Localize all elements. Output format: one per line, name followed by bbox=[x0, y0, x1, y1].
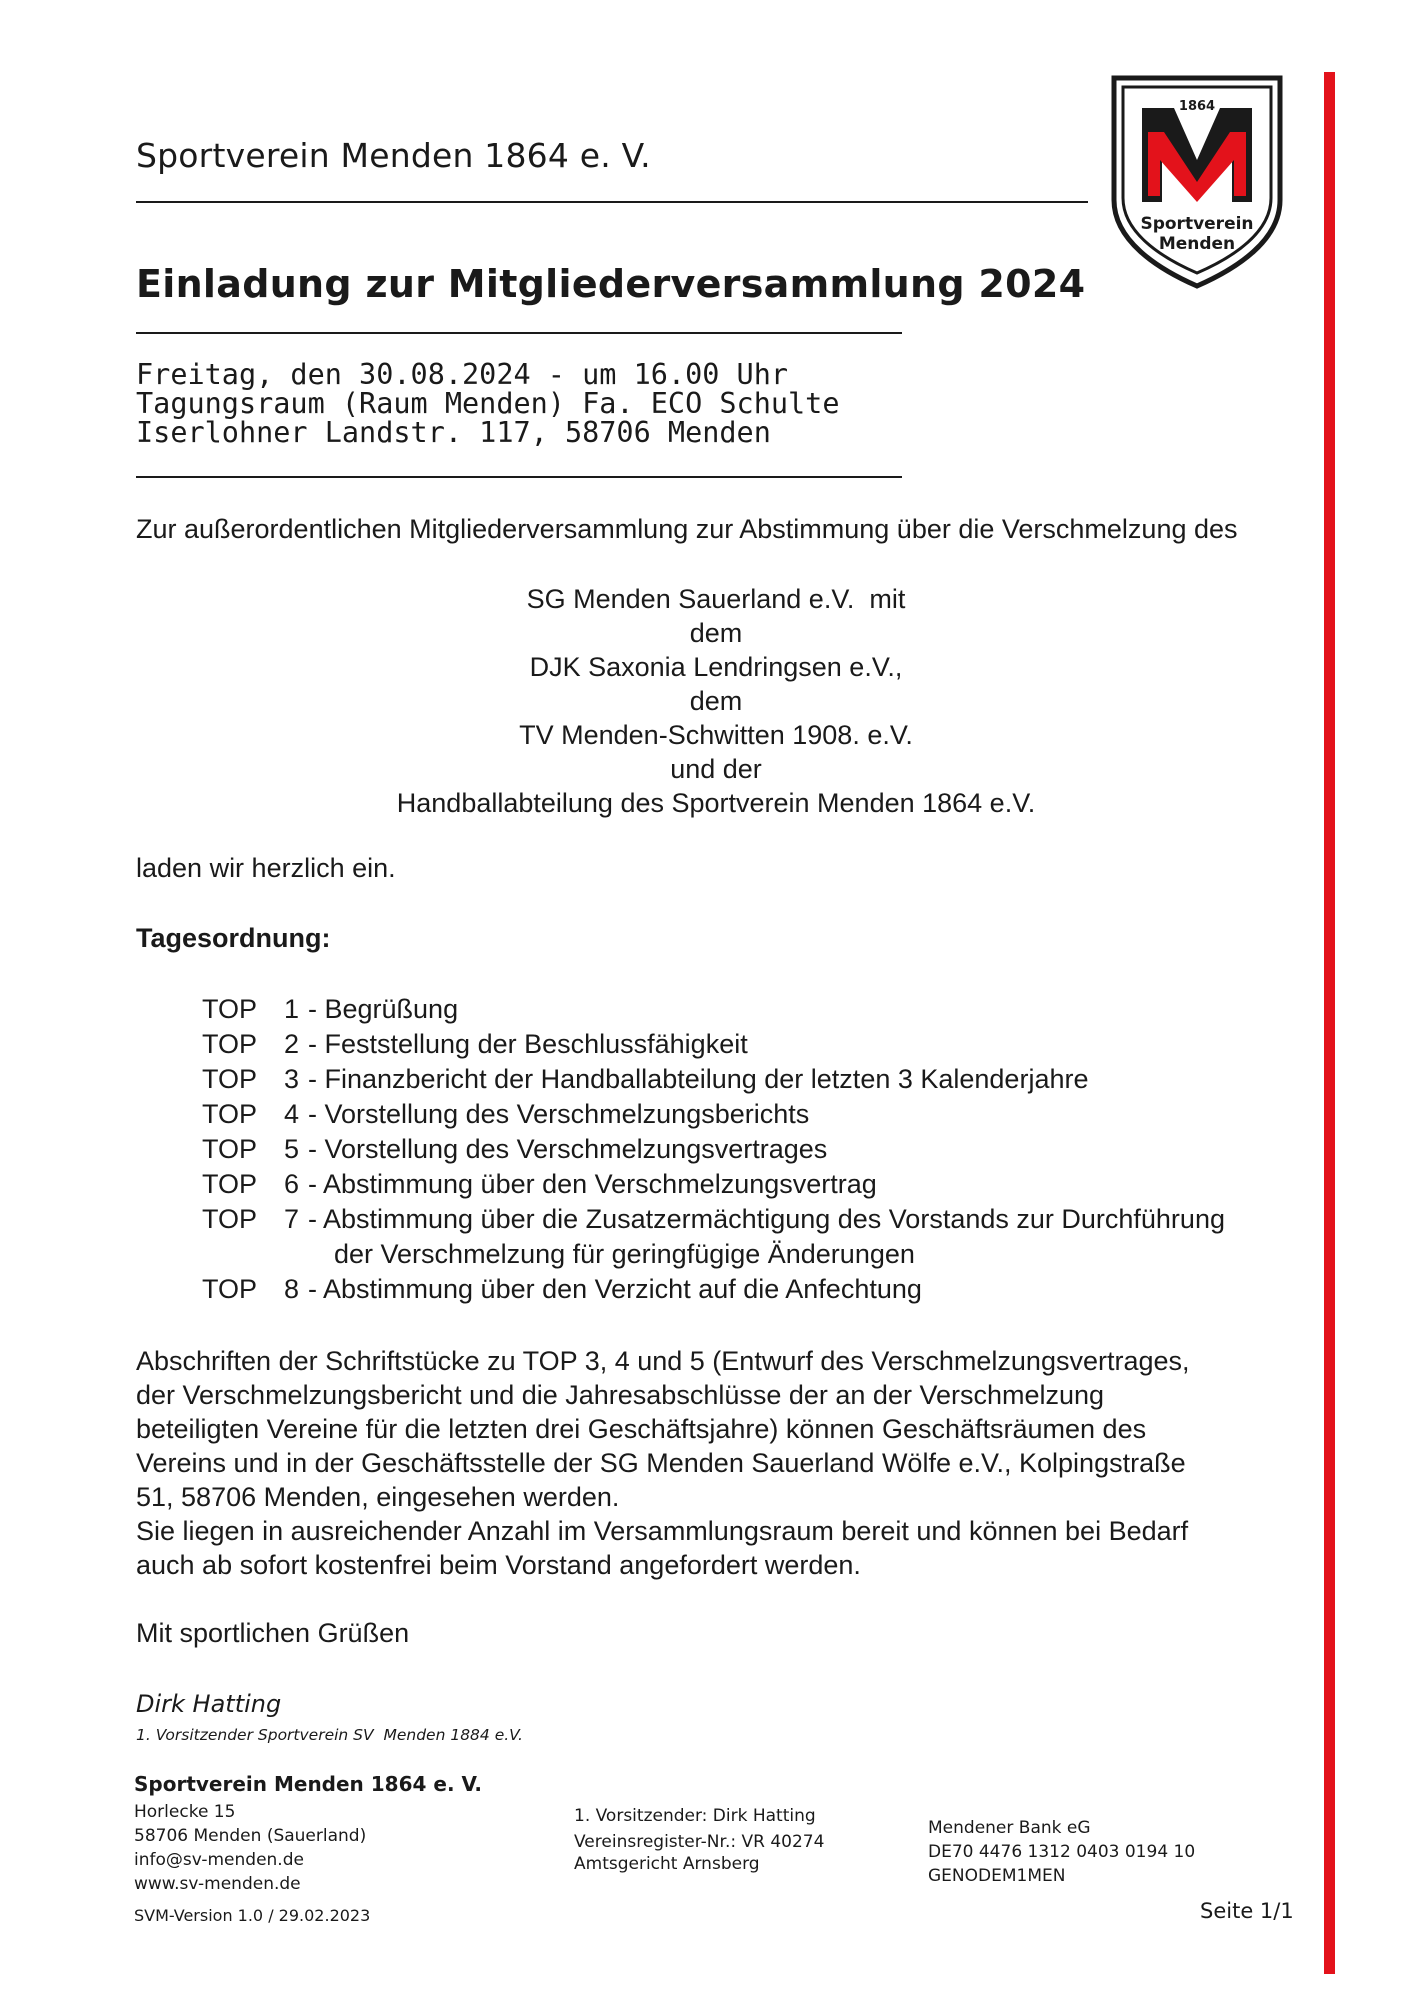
footer-bank bbox=[928, 1816, 1195, 1888]
agenda-item-continuation: der Verschmelzung für geringfügige Änderungen bbox=[334, 1239, 915, 1269]
party-line: SG Menden Sauerland e.V. mit bbox=[526, 584, 906, 614]
agenda-item: TOP 5 - Vorstellung des Verschmelzungsvertrages bbox=[202, 1134, 828, 1164]
footer-email[interactable]: info@sv-menden.de bbox=[134, 1850, 304, 1870]
signer-name: Dirk Hatting bbox=[136, 1690, 282, 1718]
agenda-item: TOP 2 - Feststellung der Beschlussfähigkeit bbox=[202, 1029, 748, 1059]
agenda-item: TOP 3 - Finanzbericht der Handballabteilung der letzten 3 Kalenderjahre bbox=[202, 1064, 1089, 1094]
footer-version: SVM-Version 1.0 / 29.02.2023 bbox=[134, 1906, 371, 1925]
agenda-item: TOP 6 - Abstimmung über den Verschmelzungsvertrag bbox=[202, 1169, 877, 1199]
logo-year: 1864 bbox=[1178, 99, 1216, 114]
footer-bank-name: Mendener Bank eG bbox=[928, 1818, 1091, 1838]
footer-register-number: Vereinsregister-Nr.: VR 40274 bbox=[574, 1832, 825, 1852]
document-title: Einladung zur Mitgliederversammlung 2024 bbox=[136, 262, 1086, 306]
party-line: und der bbox=[670, 754, 762, 784]
footer-org-name: Sportverein Menden 1864 e. V. bbox=[134, 1772, 483, 1796]
agenda-heading: Tagesordnung: bbox=[136, 923, 331, 953]
logo-text-line2: Menden bbox=[1158, 234, 1236, 254]
footer-chair: 1. Vorsitzender: Dirk Hatting bbox=[574, 1806, 816, 1826]
divider bbox=[136, 332, 902, 334]
party-line: dem bbox=[689, 686, 743, 716]
event-date-time: Freitag, den 30.08.2024 - um 16.00 Uhr bbox=[136, 358, 789, 391]
agenda-list bbox=[202, 992, 1225, 1307]
agenda-item: TOP 8 - Abstimmung über den Verzicht auf die Anfechtung bbox=[202, 1274, 922, 1304]
agenda-item: TOP 1 - Begrüßung bbox=[202, 994, 459, 1024]
footer-bic: GENODEM1MEN bbox=[928, 1866, 1066, 1886]
party-line: dem bbox=[689, 618, 743, 648]
footer-city: 58706 Menden (Sauerland) bbox=[134, 1826, 367, 1846]
footer-court: Amtsgericht Arnsberg bbox=[574, 1854, 760, 1874]
party-line: TV Menden-Schwitten 1908. e.V. bbox=[519, 720, 913, 750]
intro-paragraph: Zur außerordentlichen Mitgliederversammlung zur Abstimmung über die Verschmelzung des bbox=[136, 514, 1238, 544]
divider bbox=[136, 201, 1088, 203]
divider bbox=[136, 476, 902, 478]
merger-parties bbox=[186, 582, 1246, 820]
footer-iban: DE70 4476 1312 0403 0194 10 bbox=[928, 1842, 1196, 1862]
org-name-heading: Sportverein Menden 1864 e. V. bbox=[136, 136, 651, 175]
event-details bbox=[136, 360, 840, 447]
red-side-bar bbox=[1324, 72, 1335, 1974]
signer-role: 1. Vorsitzender Sportverein SV Menden 1884 e.V. bbox=[136, 1726, 523, 1744]
footer-address bbox=[134, 1800, 366, 1896]
footer-street: Horlecke 15 bbox=[134, 1802, 236, 1822]
agenda-item: TOP 4 - Vorstellung des Verschmelzungsberichts bbox=[202, 1099, 810, 1129]
footer-website[interactable]: www.sv-menden.de bbox=[134, 1874, 301, 1894]
invitation-line: laden wir herzlich ein. bbox=[136, 853, 396, 883]
closing-greeting: Mit sportlichen Grüßen bbox=[136, 1618, 410, 1648]
footer-registry bbox=[574, 1803, 824, 1877]
logo-text-line1: Sportverein bbox=[1140, 214, 1254, 234]
party-line: DJK Saxonia Lendringsen e.V., bbox=[529, 652, 903, 682]
page-number: Seite 1/1 bbox=[1200, 1899, 1294, 1923]
agenda-item: TOP 7 - Abstimmung über die Zusatzermächtigung des Vorstands zur Durchführung bbox=[202, 1204, 1225, 1234]
event-location: Tagungsraum (Raum Menden) Fa. ECO Schulte bbox=[136, 387, 840, 420]
event-address: Iserlohner Landstr. 117, 58706 Menden bbox=[136, 416, 771, 449]
club-logo bbox=[1108, 72, 1286, 292]
documents-notice: Abschriften der Schriftstücke zu TOP 3, 4 und 5 (Entwurf des Verschmelzungsvertrages, der Verschmelzungsbericht und die Jahresabschlüsse der an der Verschmelzung beteiligten Vereine für die letzten drei Geschäftsjahre) können Geschäftsräumen des Vereins und in der Geschäftsstelle der SG Menden Sauerland Wölfe e.V., Kolpingstraße 51, 58706 Menden, eingesehen werden. Sie liegen in ausreichender Anzahl im Versammlungsraum bereit und können bei Bedarf auch ab sofort kostenfrei beim Vorstand angefordert werden. bbox=[136, 1346, 1190, 1580]
party-line: Handballabteilung des Sportverein Menden 1864 e.V. bbox=[396, 788, 1036, 818]
